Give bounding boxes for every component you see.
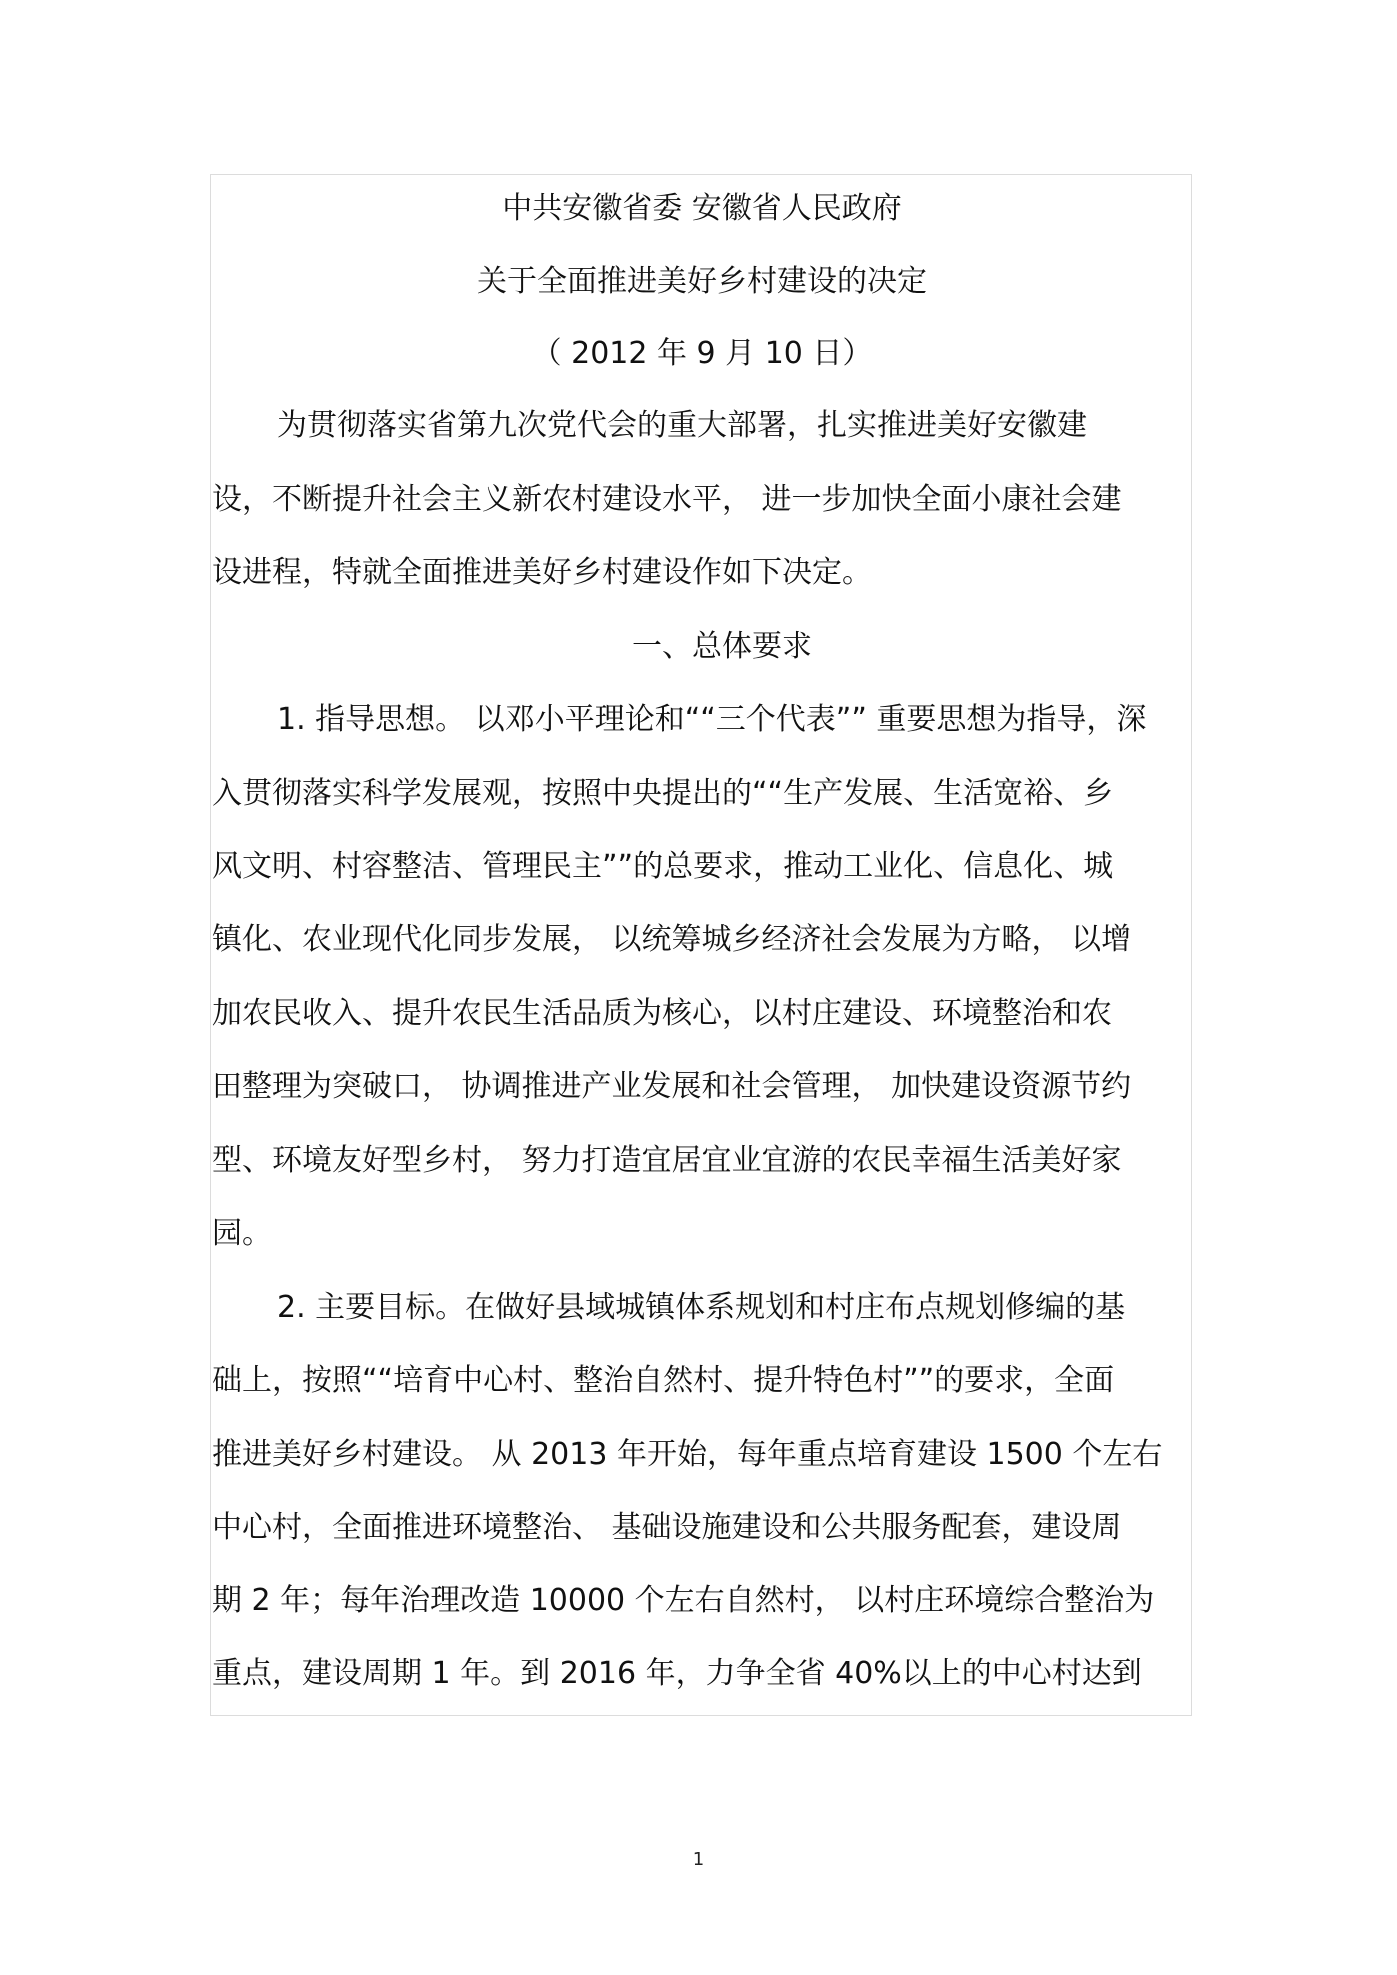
title-line-2: 关于全面推进美好乡村建设的决定 bbox=[477, 264, 927, 299]
paragraph-2-line: 中心村，全面推进环境整治、 基础设施建设和公共服务配套，建设周 bbox=[212, 1510, 1122, 1545]
title-line-1: 中共安徽省委 安徽省人民政府 bbox=[502, 191, 902, 226]
paragraph-1-line: 田整理为突破口， 协调推进产业发展和社会管理， 加快建设资源节约 bbox=[212, 1069, 1132, 1104]
paragraph-2-line: 础上，按照““培育中心村、整治自然村、提升特色村””的要求，全面 bbox=[212, 1363, 1115, 1398]
date-line: （ 2012 年 9 月 10 日） bbox=[531, 336, 873, 371]
paragraph-2-line: 重点，建设周期 1 年。到 2016 年，力争全省 40%以上的中心村达到 bbox=[212, 1656, 1142, 1691]
paragraph-1-line: 风文明、村容整洁、管理民主””的总要求，推动工业化、信息化、城 bbox=[212, 849, 1114, 884]
paragraph-2-line: 推进美好乡村建设。 从 2013 年开始，每年重点培育建设 1500 个左右 bbox=[212, 1437, 1163, 1472]
paragraph-1-line: 型、环境友好型乡村， 努力打造宜居宜业宜游的农民幸福生活美好家 bbox=[212, 1143, 1122, 1178]
paragraph-1-line: 1. 指导思想。 以邓小平理论和““三个代表”” 重要思想为指导，深 bbox=[277, 702, 1147, 737]
paragraph-2-line: 2. 主要目标。在做好县域城镇体系规划和村庄布点规划修编的基 bbox=[277, 1290, 1126, 1325]
intro-line: 为贯彻落实省第九次党代会的重大部署，扎实推进美好安徽建 bbox=[277, 408, 1087, 443]
section-heading: 一、总体要求 bbox=[632, 629, 812, 664]
intro-line: 设进程，特就全面推进美好乡村建设作如下决定。 bbox=[212, 555, 872, 590]
page-number: 1 bbox=[692, 1849, 705, 1870]
paragraph-1-line: 园。 bbox=[212, 1216, 272, 1251]
paragraph-1-line: 加农民收入、提升农民生活品质为核心，以村庄建设、环境整治和农 bbox=[212, 996, 1112, 1031]
paragraph-2-line: 期 2 年；每年治理改造 10000 个左右自然村， 以村庄环境综合整治为 bbox=[212, 1583, 1155, 1618]
paragraph-1-line: 入贯彻落实科学发展观，按照中央提出的““生产发展、生活宽裕、乡 bbox=[212, 776, 1114, 811]
paragraph-1-line: 镇化、农业现代化同步发展， 以统筹城乡经济社会发展为方略， 以增 bbox=[212, 922, 1132, 957]
intro-line: 设，不断提升社会主义新农村建设水平， 进一步加快全面小康社会建 bbox=[212, 482, 1122, 517]
